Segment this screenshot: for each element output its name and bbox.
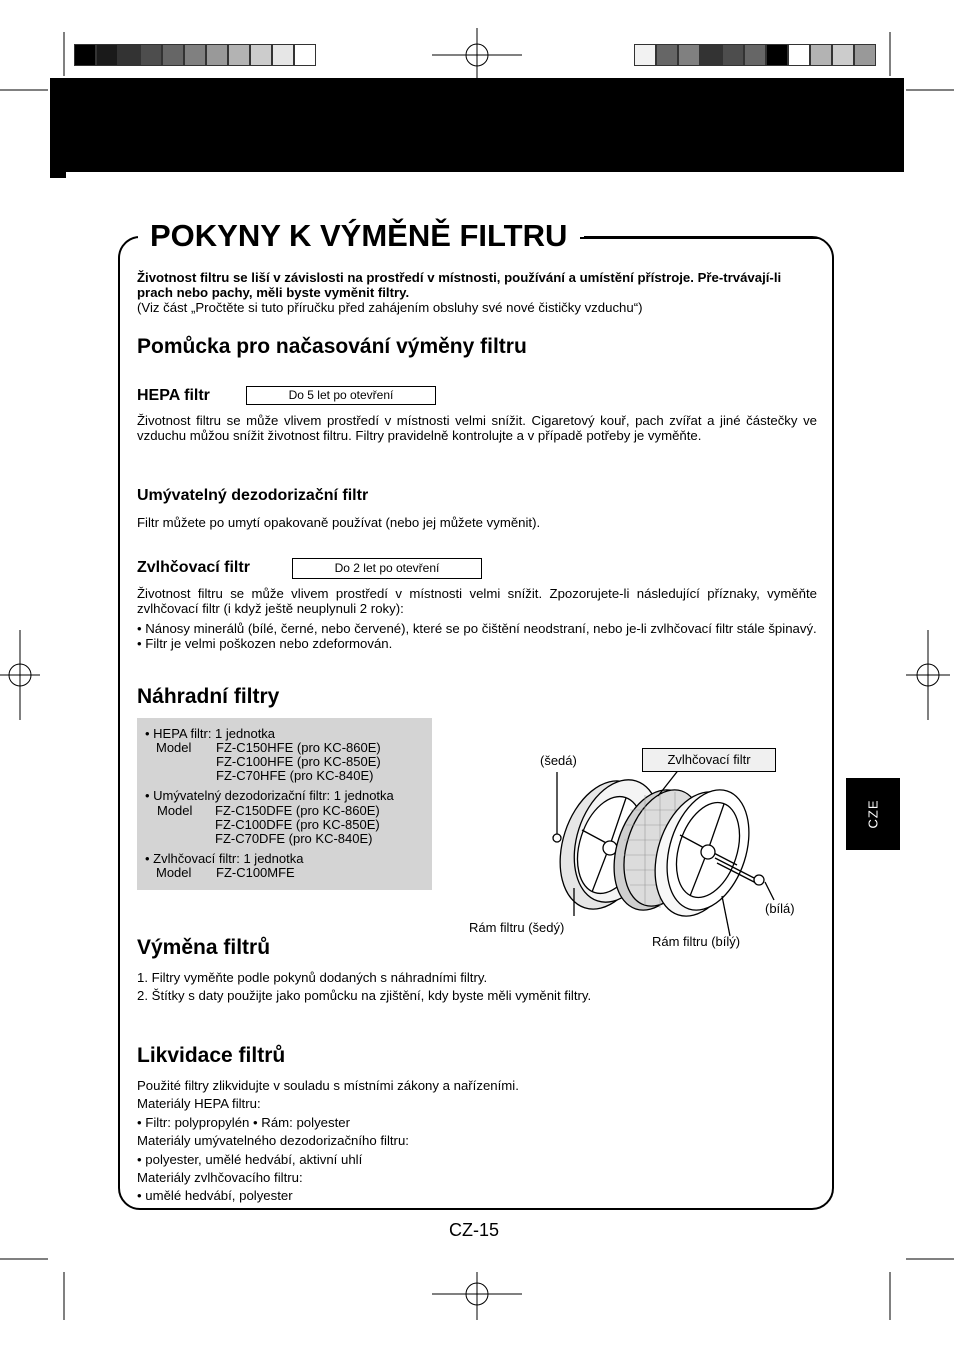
- disposal-line-4: Materiály umývatelného dezodorizačního filtru:: [137, 1133, 409, 1149]
- replace-item-2: 2. Štítky s daty použijte jako pomůcku na zjištění, kdy byste měli vyměnit filtry.: [137, 988, 592, 1003]
- figure-label-frame-gray: Rám filtru (šedý): [469, 920, 565, 935]
- figure-label-humid: Zvlhčovací filtr: [642, 748, 776, 772]
- color-swatch: [184, 44, 206, 66]
- color-swatches-left: [74, 44, 316, 66]
- spare-line: FZ-C70DFE (pro KC-840E): [215, 831, 373, 846]
- disposal-heading: Likvidace filtrů: [137, 1044, 286, 1067]
- spare-line: Model: [157, 803, 193, 818]
- page-title: POKYNY K VÝMĚNĚ FILTRU: [150, 218, 568, 253]
- replace-list: [137, 969, 817, 1005]
- washable-heading: Umývatelný dezodorizační filtr: [137, 487, 369, 504]
- color-swatch: [162, 44, 184, 66]
- color-swatch: [250, 44, 272, 66]
- spare-line: FZ-C150DFE (pro KC-860E): [215, 803, 380, 818]
- disposal-line-7: • umělé hedvábí, polyester: [137, 1188, 293, 1204]
- disposal-line-3: • Filtr: polypropylén • Rám: polyester: [137, 1114, 350, 1130]
- intro-bold-text: Životnost filtru se liší v závislosti na prostředí v místnosti, používání a umístění přístroje. Pře-trvávají-li prach nebo pachy, měli byste vyměnit filtry.: [137, 270, 782, 300]
- spare-line: Model: [156, 740, 192, 755]
- replace-item-1: 1. Filtry vyměňte podle pokynů dodaných s náhradními filtry.: [137, 970, 488, 985]
- color-swatch: [832, 44, 854, 66]
- intro-note: (Viz část „Pročtěte si tuto příručku před zahájením obsluhy své nové čističky vzduchu“): [137, 300, 643, 315]
- hepa-lifetime-box: Do 5 let po otevření: [246, 386, 436, 405]
- humid-text: Životnost filtru se může vlivem prostředí v místnosti velmi snížit. Zpozorujete-li následující příznaky, vyměňte zvlhčovací filtr (i když ještě neuplynuli 2 roky):: [137, 586, 817, 616]
- header-band: [50, 78, 904, 172]
- humid-bullet-2: • Filtr je velmi poškozen nebo zdeformován.: [137, 636, 393, 651]
- disposal-line-6: Materiály zvlhčovacího filtru:: [137, 1170, 303, 1186]
- color-swatch: [744, 44, 766, 66]
- color-swatch: [678, 44, 700, 66]
- intro: [137, 270, 817, 315]
- language-tab-label: CZE: [865, 799, 881, 829]
- color-swatch: [788, 44, 810, 66]
- hepa-heading-wrap: [137, 386, 817, 406]
- color-swatch: [206, 44, 228, 66]
- humid-bullets: [137, 621, 817, 651]
- color-swatch: [74, 44, 96, 66]
- hepa-text: Životnost filtru se může vlivem prostředí v místnosti velmi snížit. Cigaretový kouř, pach zvířat a jiné částečky ve vzduchu můžou snížit životnost filtru. Filtry pravidelně kontrolujte a v případě potřeby je vyměňte.: [137, 413, 817, 443]
- spare-heading-wrap: [137, 684, 817, 710]
- title-rule: [580, 237, 818, 239]
- color-swatch: [766, 44, 788, 66]
- color-swatch: [854, 44, 876, 66]
- washable-heading-wrap: [137, 486, 817, 506]
- page-number: CZ-15: [449, 1220, 500, 1240]
- spare-heading: Náhradní filtry: [137, 685, 280, 708]
- spare-line: Model: [156, 865, 192, 880]
- spare-line: FZ-C100DFE (pro KC-850E): [215, 817, 380, 832]
- spare-filters-panel: [137, 718, 432, 890]
- language-tab: [846, 778, 900, 850]
- color-swatches-right: [634, 44, 876, 66]
- color-swatch: [722, 44, 744, 66]
- spare-line: • HEPA filtr: 1 jednotka: [145, 726, 276, 741]
- spare-line: FZ-C150HFE (pro KC-860E): [216, 740, 381, 755]
- timing-section-heading: Pomůcka pro načasování výměny filtru: [137, 335, 527, 358]
- washable-text: Filtr můžete po umytí opakovaně používat (nebo jej můžete vyměnit).: [137, 515, 541, 530]
- color-swatch: [294, 44, 316, 66]
- figure-label-white: (bílá): [765, 901, 795, 916]
- disposal-line-2: Materiály HEPA filtru:: [137, 1096, 261, 1112]
- disposal-heading-wrap: [137, 1043, 817, 1069]
- color-swatch: [656, 44, 678, 66]
- replace-heading-wrap: [137, 935, 817, 961]
- replace-heading: Výměna filtrů: [137, 936, 271, 959]
- spare-line: • Umývatelný dezodorizační filtr: 1 jednotka: [145, 788, 394, 803]
- color-swatch: [634, 44, 656, 66]
- figure-label-frame-white: Rám filtru (bílý): [652, 934, 741, 949]
- color-swatch: [140, 44, 162, 66]
- humid-lifetime-box: Do 2 let po otevření: [292, 558, 482, 579]
- header-band-tab: [50, 172, 66, 178]
- humid-bullet-1: • Nánosy minerálů (bílé, černé, nebo červené), které se po čištění neodstraní, nebo je-li zvlhčovací filtr stále špinavý.: [137, 621, 817, 636]
- color-swatch: [700, 44, 722, 66]
- disposal-list: [137, 1077, 817, 1206]
- spare-line: FZ-C70HFE (pro KC-840E): [216, 768, 374, 783]
- disposal-line-1: Použité filtry zlikvidujte v souladu s místními zákony a nařízeními.: [137, 1078, 519, 1093]
- disposal-line-5: • polyester, umělé hedvábí, aktivní uhlí: [137, 1151, 363, 1167]
- humid-heading: Zvlhčovací filtr: [137, 559, 250, 576]
- spare-line: FZ-C100MFE: [216, 865, 295, 880]
- color-swatch: [96, 44, 118, 66]
- timing-section-heading-wrap: [137, 334, 817, 360]
- color-swatch: [272, 44, 294, 66]
- spare-line: • Zvlhčovací filtr: 1 jednotka: [145, 851, 304, 866]
- hepa-heading: HEPA filtr: [137, 387, 210, 404]
- color-swatch: [228, 44, 250, 66]
- color-swatch: [810, 44, 832, 66]
- spare-line: FZ-C100HFE (pro KC-850E): [216, 754, 381, 769]
- color-swatch: [118, 44, 140, 66]
- figure-label-gray: (šedá): [540, 753, 577, 768]
